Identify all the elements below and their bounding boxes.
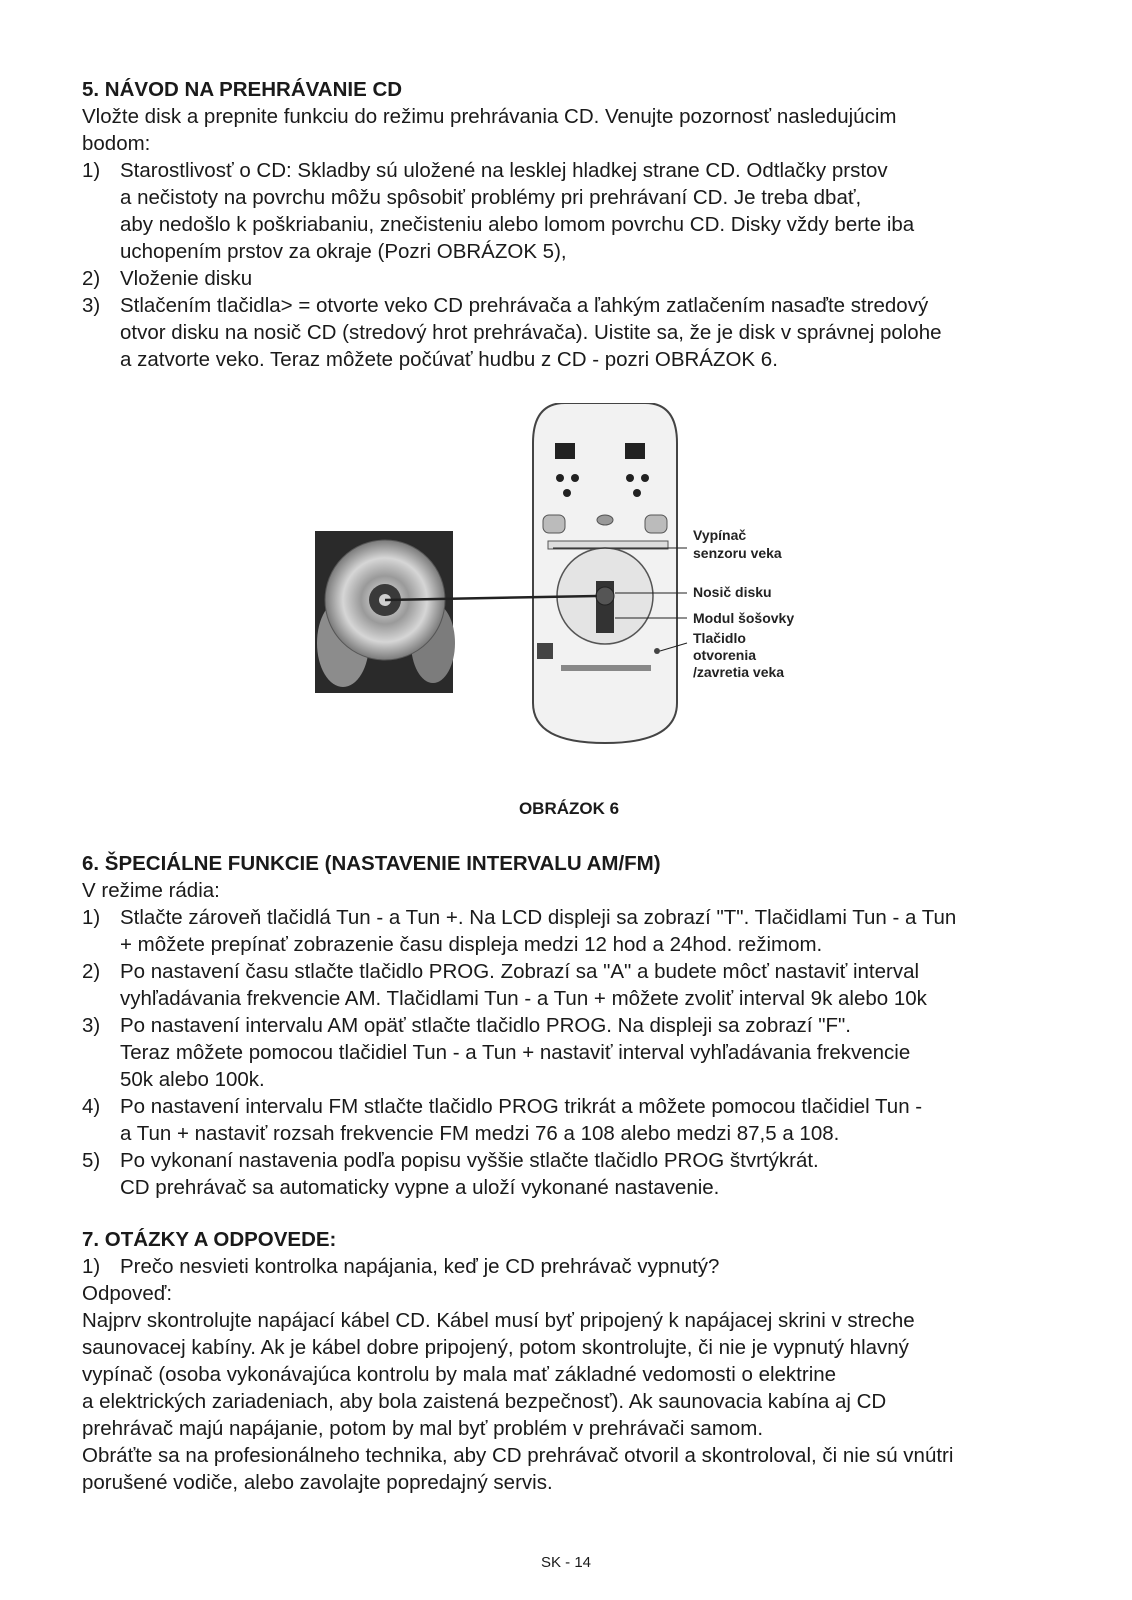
- answer-line: saunovacej kabíny. Ak je kábel dobre pripojený, potom skontrolujte, či nie je vypnutý hlavný: [82, 1336, 909, 1359]
- list-line: otvor disku na nosič CD (stredový hrot prehrávača). Uistite sa, že je disk v správnej polohe: [120, 321, 942, 344]
- display-icon: [555, 443, 575, 459]
- button-dot-icon: [626, 474, 634, 482]
- section-5-title: 5. NÁVOD NA PREHRÁVANIE CD: [82, 78, 403, 101]
- speaker-grille-icon: [543, 515, 565, 533]
- list-line: Stlačením tlačidla> = otvorte veko CD prehrávača a ľahkým zatlačením nasaďte stredový: [120, 294, 929, 317]
- button-dot-icon: [633, 489, 641, 497]
- display-icon: [625, 443, 645, 459]
- list-item: [82, 1147, 1062, 1201]
- list-line: + môžete prepínať zobrazenie času displeja medzi 12 hod a 24hod. režimom.: [120, 933, 823, 956]
- list-number: 1): [82, 906, 101, 929]
- section-5-intro-line: bodom:: [82, 132, 151, 155]
- list-item: [82, 292, 1062, 373]
- label-open-close-button: Tlačidlo: [693, 630, 746, 646]
- list-item: [82, 157, 1062, 265]
- figure-6: [315, 403, 823, 833]
- section-5-intro-line: Vložte disk a prepnite funkciu do režimu prehrávania CD. Venujte pozornosť nasledujúcim: [82, 105, 897, 128]
- list-line: Po nastavení intervalu AM opäť stlačte tlačidlo PROG. Na displeji sa zobrazí "F".: [120, 1014, 851, 1037]
- answer-line: a elektrických zariadeniach, aby bola zaistená bezpečnosť). Ak saunovacia kabína aj CD: [82, 1390, 887, 1413]
- list-line: Po nastavení intervalu FM stlačte tlačidlo PROG trikrát a môžete pomocou tlačidiel Tun -: [120, 1095, 923, 1118]
- vent-slots-icon: [561, 665, 651, 671]
- label-disc-holder: Nosič disku: [693, 584, 772, 600]
- list-line: a nečistoty na povrchu môžu spôsobiť problémy pri prehrávaní CD. Je treba dbať,: [120, 186, 862, 209]
- list-line: aby nedošlo k poškriabaniu, znečisteniu alebo lomom povrchu CD. Disky vždy berte iba: [120, 213, 915, 236]
- section-7-title: 7. OTÁZKY A ODPOVEDE:: [82, 1228, 337, 1251]
- list-line: vyhľadávania frekvencie AM. Tlačidlami Tun - a Tun + môžete zvoliť interval 9k alebo 10k: [120, 987, 927, 1010]
- label-open-close-button: otvorenia: [693, 647, 757, 663]
- label-open-close-button: /zavretia veka: [693, 664, 785, 680]
- button-dot-icon: [641, 474, 649, 482]
- list-line: Po nastavení času stlačte tlačidlo PROG. Zobrazí sa "A" a budete môcť nastaviť interval: [120, 960, 920, 983]
- list-number: 2): [82, 960, 101, 983]
- list-line: 50k alebo 100k.: [120, 1068, 265, 1091]
- speaker-grille-icon: [645, 515, 667, 533]
- answer-line: vypínač (osoba vykonávajúca kontrolu by mala mať základné vedomosti o elektrine: [82, 1363, 837, 1386]
- label-lid-sensor: Vypínač: [693, 527, 747, 543]
- button-dot-icon: [556, 474, 564, 482]
- list-line: Po vykonaní nastavenia podľa popisu vyššie stlačte tlačidlo PROG štvrtýkrát.: [120, 1149, 819, 1172]
- disc-holder-spindle: [596, 587, 614, 605]
- list-line: Vloženie disku: [120, 267, 253, 290]
- list-item: [82, 1012, 1062, 1093]
- sensor-icon: [597, 515, 613, 525]
- figure-caption: OBRÁZOK 6: [518, 799, 620, 818]
- list-number: 4): [82, 1095, 101, 1118]
- cd-player-diagram: [315, 403, 823, 793]
- question-text: Prečo nesvieti kontrolka napájania, keď je CD prehrávač vypnutý?: [120, 1255, 720, 1278]
- page-number: SK - 14: [540, 1554, 592, 1571]
- list-number: 2): [82, 267, 101, 290]
- list-line: a Tun + nastaviť rozsah frekvencie FM medzi 76 a 108 alebo medzi 87,5 a 108.: [120, 1122, 840, 1145]
- answer-label: Odpoveď:: [82, 1282, 173, 1305]
- answer-line: Najprv skontrolujte napájací kábel CD. Kábel musí byť pripojený k napájacej skrini v streche: [82, 1309, 915, 1332]
- question-item: [82, 1253, 1062, 1280]
- answer-line: prehrávač majú napájanie, potom by mal byť problém v prehrávači samom.: [82, 1417, 764, 1440]
- list-item: [82, 958, 1062, 1012]
- list-number: 3): [82, 294, 101, 317]
- open-close-button: [537, 643, 553, 659]
- list-number: 3): [82, 1014, 101, 1037]
- list-item: [82, 265, 1062, 292]
- list-number: 1): [82, 159, 101, 182]
- list-number: 1): [82, 1255, 101, 1278]
- list-line: CD prehrávač sa automaticky vypne a uloží vykonané nastavenie.: [120, 1176, 720, 1199]
- list-item: [82, 904, 1062, 958]
- list-line: Stlačte zároveň tlačidlá Tun - a Tun +. Na LCD displeji sa zobrazí "T". Tlačidlami Tun - a Tun: [120, 906, 957, 929]
- document-body-lower: [82, 850, 1062, 1496]
- list-number: 5): [82, 1149, 101, 1172]
- label-lid-sensor: senzoru veka: [693, 545, 782, 561]
- list-line: Starostlivosť o CD: Skladby sú uložené na lesklej hladkej strane CD. Odtlačky prstov: [120, 159, 888, 182]
- button-dot-icon: [563, 489, 571, 497]
- document-body: [82, 76, 1062, 373]
- label-lens-module: Modul šošovky: [693, 610, 795, 626]
- answer-line: porušené vodiče, alebo zavolajte popredajný servis.: [82, 1471, 553, 1494]
- button-dot-icon: [571, 474, 579, 482]
- list-line: Teraz môžete pomocou tlačidiel Tun - a Tun + nastaviť interval vyhľadávania frekvencie: [120, 1041, 911, 1064]
- answer-line: Obráťte sa na profesionálneho technika, aby CD prehrávač otvoril a skontroloval, či nie sú vnútri: [82, 1444, 954, 1467]
- list-item: [82, 1093, 1062, 1147]
- section-6-intro: V režime rádia:: [82, 879, 220, 902]
- section-6-title: 6. ŠPECIÁLNE FUNKCIE (NASTAVENIE INTERVALU AM/FM): [82, 852, 661, 875]
- list-line: uchopením prstov za okraje (Pozri OBRÁZOK 5),: [120, 240, 567, 263]
- indicator-dot-icon: [654, 648, 660, 654]
- list-line: a zatvorte veko. Teraz môžete počúvať hudbu z CD - pozri OBRÁZOK 6.: [120, 348, 778, 371]
